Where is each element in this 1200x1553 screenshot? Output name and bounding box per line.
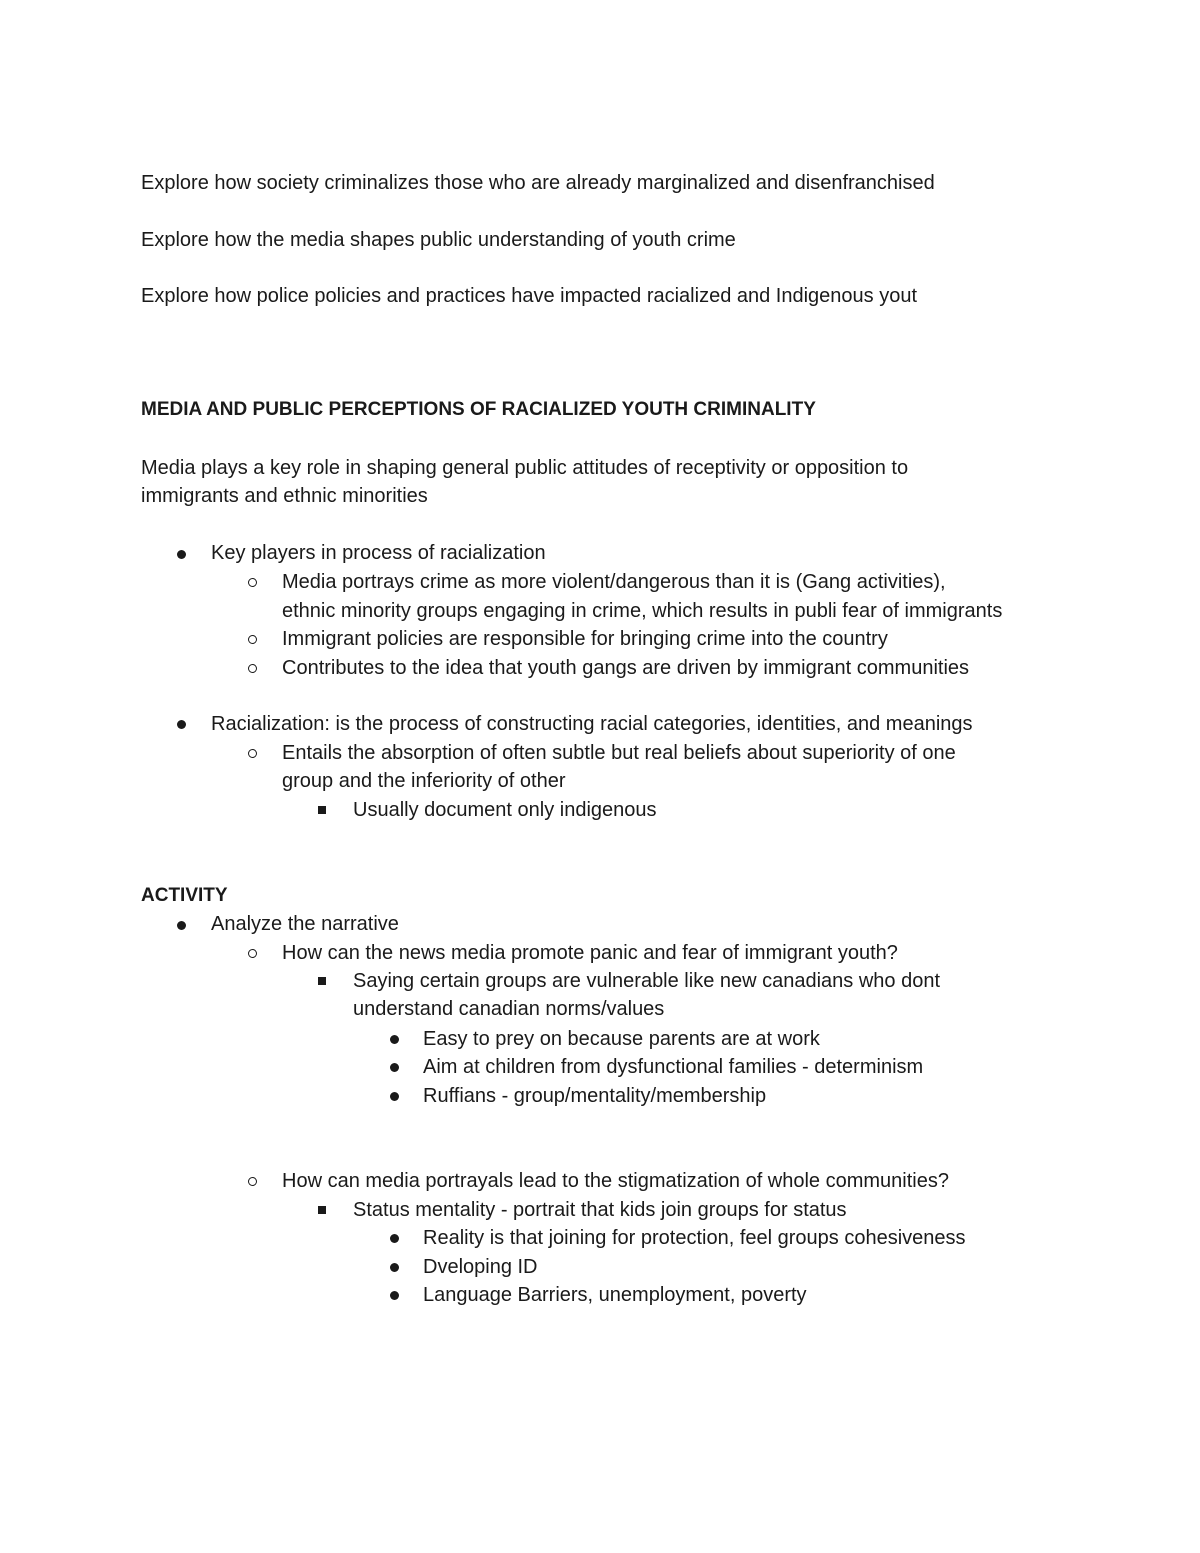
hollow-bullet-icon bbox=[248, 949, 257, 958]
q2-answer-point-2: Dveloping ID bbox=[423, 1256, 538, 1278]
media-section-heading: MEDIA AND PUBLIC PERCEPTIONS OF RACIALIZED YOUTH CRIMINALITY bbox=[141, 399, 816, 420]
key-players-sub-1-line-2: ethnic minority groups engaging in crime, which results in publi fear of immigrants bbox=[282, 600, 1003, 622]
q1-answer-point-2: Aim at children from dysfunctional families - determinism bbox=[423, 1056, 924, 1078]
racialization-sub-1-line-1: Entails the absorption of often subtle but real beliefs about superiority of one bbox=[282, 742, 956, 764]
media-paragraph-line-2: immigrants and ethnic minorities bbox=[141, 485, 428, 507]
hollow-bullet-icon bbox=[248, 578, 257, 587]
intro-line-3: Explore how police policies and practices have impacted racialized and Indigenous yout bbox=[141, 285, 918, 307]
hollow-bullet-icon bbox=[248, 664, 257, 673]
key-players-sub-2: Immigrant policies are responsible for bringing crime into the country bbox=[282, 628, 888, 650]
q1-answer-point-3: Ruffians - group/mentality/membership bbox=[423, 1085, 767, 1107]
filled-bullet-icon bbox=[390, 1291, 399, 1300]
intro-line-1: Explore how society criminalizes those who are already marginalized and disenfranchised bbox=[141, 172, 935, 194]
filled-bullet-icon bbox=[390, 1092, 399, 1101]
q1-answer-line-1: Saying certain groups are vulnerable like new canadians who dont bbox=[353, 970, 941, 992]
hollow-bullet-icon bbox=[248, 1177, 257, 1186]
filled-bullet-icon bbox=[177, 720, 186, 729]
hollow-bullet-icon bbox=[248, 635, 257, 644]
key-players-item: Key players in process of racialization bbox=[211, 542, 546, 564]
key-players-sub-1-line-1: Media portrays crime as more violent/dangerous than it is (Gang activities), bbox=[282, 571, 946, 593]
filled-bullet-icon bbox=[390, 1035, 399, 1044]
activity-question-2: How can media portrayals lead to the stigmatization of whole communities? bbox=[282, 1170, 949, 1192]
filled-bullet-icon bbox=[390, 1263, 399, 1272]
q2-answer-point-3: Language Barriers, unemployment, poverty bbox=[423, 1284, 807, 1306]
q1-answer-line-2: understand canadian norms/values bbox=[353, 998, 665, 1020]
racialization-sub-1-a: Usually document only indigenous bbox=[353, 799, 657, 821]
square-bullet-icon bbox=[318, 977, 326, 985]
q2-answer-point-1: Reality is that joining for protection, feel groups cohesiveness bbox=[423, 1227, 966, 1249]
q1-answer-point-1: Easy to prey on because parents are at work bbox=[423, 1028, 820, 1050]
filled-bullet-icon bbox=[177, 550, 186, 559]
activity-analyze-item: Analyze the narrative bbox=[211, 913, 399, 935]
q2-answer: Status mentality - portrait that kids join groups for status bbox=[353, 1199, 847, 1221]
media-paragraph-line-1: Media plays a key role in shaping general public attitudes of receptivity or opposition to bbox=[141, 457, 909, 479]
square-bullet-icon bbox=[318, 1206, 326, 1214]
filled-bullet-icon bbox=[390, 1063, 399, 1072]
activity-question-1: How can the news media promote panic and fear of immigrant youth? bbox=[282, 942, 898, 964]
hollow-bullet-icon bbox=[248, 749, 257, 758]
intro-line-2: Explore how the media shapes public understanding of youth crime bbox=[141, 229, 736, 251]
racialization-sub-1-line-2: group and the inferiority of other bbox=[282, 770, 566, 792]
filled-bullet-icon bbox=[390, 1234, 399, 1243]
filled-bullet-icon bbox=[177, 921, 186, 930]
racialization-item: Racialization: is the process of constructing racial categories, identities, and meanings bbox=[211, 713, 973, 735]
activity-heading: ACTIVITY bbox=[141, 885, 228, 906]
square-bullet-icon bbox=[318, 806, 326, 814]
key-players-sub-3: Contributes to the idea that youth gangs are driven by immigrant communities bbox=[282, 657, 970, 679]
